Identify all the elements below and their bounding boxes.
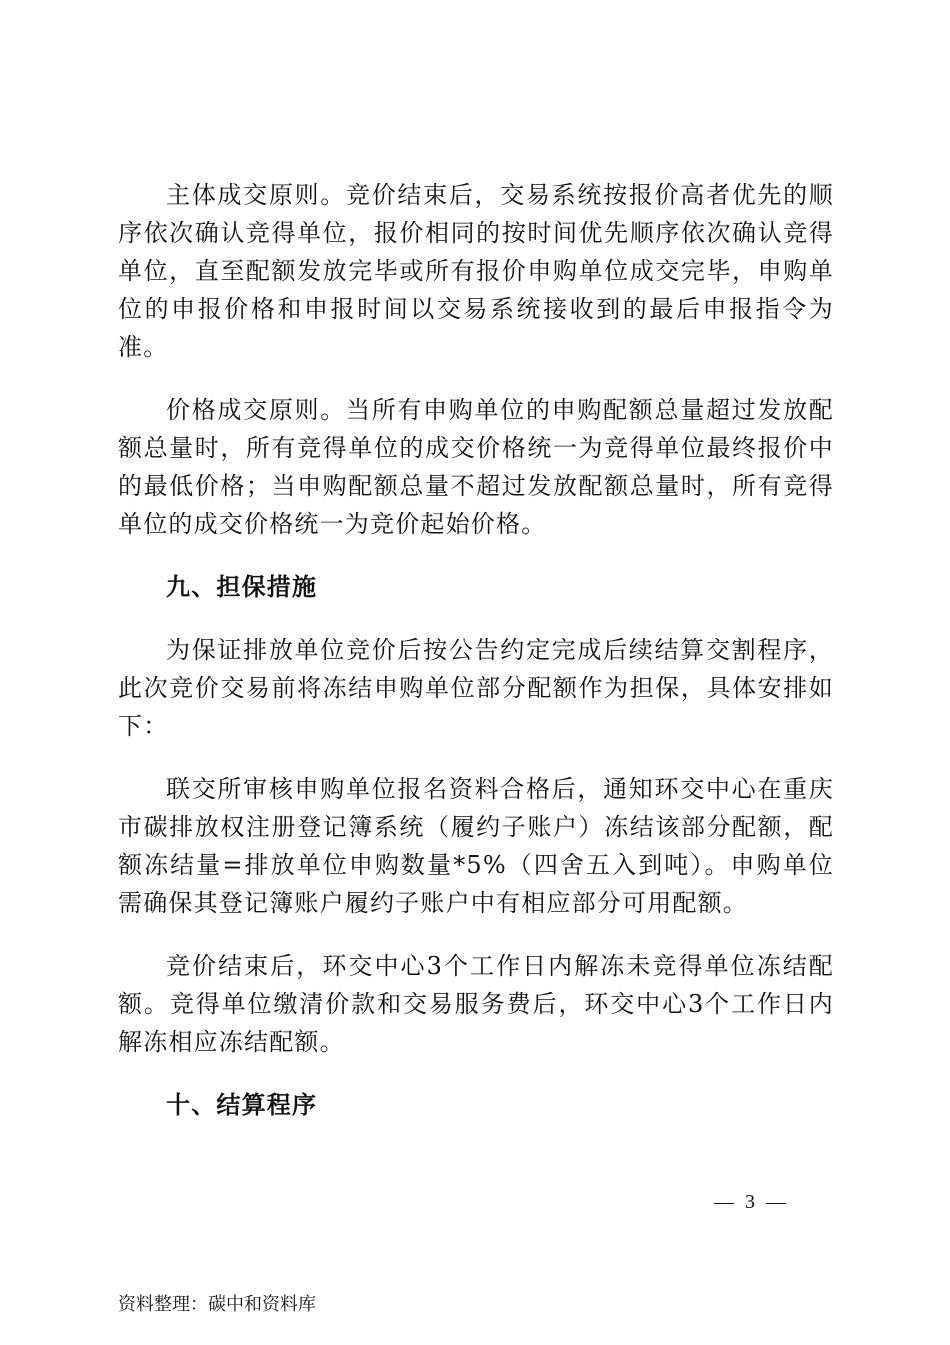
paragraph-guarantee-intro: 为保证排放单位竞价后按公告约定完成后续结算交割程序，此次竞价交易前将冻结申购单位部分配额作为担保，具体安排如下：: [118, 636, 834, 740]
document-body: [118, 176, 834, 1124]
paragraph-subject-principle: 主体成交原则。竞价结束后，交易系统按报价高者优先的顺序依次确认竞得单位，报价相同的按时间优先顺序依次确认竞得单位，直至配额发放完毕或所有报价申购单位成交完毕，申购单位的申报价格和申报时间以交易系统接收到的最后申报指令为准。: [118, 181, 834, 361]
page-number: — 3 —: [714, 1191, 789, 1213]
section-heading-settlement: 十、结算程序: [166, 1091, 318, 1119]
paragraph-unfreeze-rule: 竞价结束后，环交中心3个工作日内解冻未竞得单位冻结配额。竞得单位缴清价款和交易服务费后，环交中心3个工作日内解冻相应冻结配额。: [118, 952, 834, 1056]
section-heading-guarantee: 九、担保措施: [166, 573, 318, 601]
paragraph-freeze-rule: 联交所审核申购单位报名资料合格后，通知环交中心在重庆市碳排放权注册登记簿系统（履约子账户）冻结该部分配额，配额冻结量=排放单位申购数量*5%（四舍五入到吨）。申购单位需确保其登记簿账户履约子账户中有相应部分可用配额。: [118, 775, 834, 917]
footer-source-note: 资料整理：碳中和资料库: [118, 1294, 316, 1315]
paragraph-price-principle: 价格成交原则。当所有申购单位的申购配额总量超过发放配额总量时，所有竞得单位的成交价格统一为竞得单位最终报价中的最低价格；当申购配额总量不超过发放配额总量时，所有竞得单位的成交价格统一为竞价起始价格。: [118, 396, 834, 538]
